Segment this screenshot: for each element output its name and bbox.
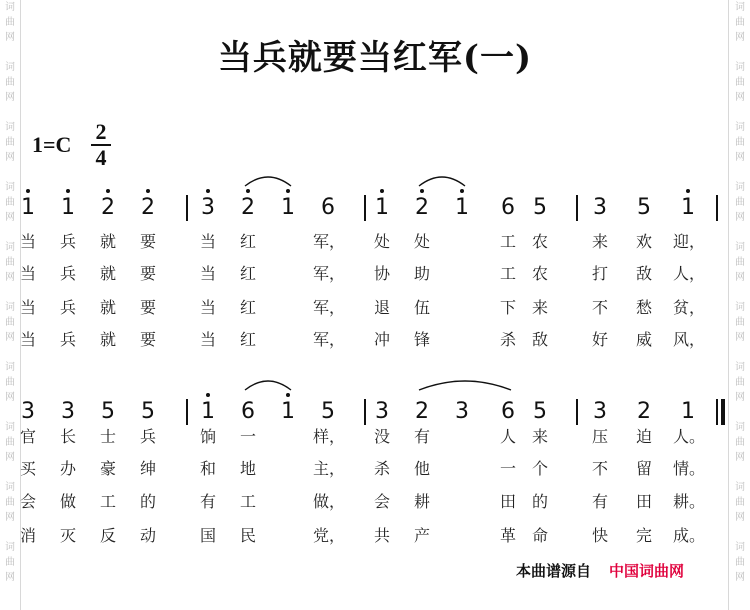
lyric-char: 不 <box>591 298 608 317</box>
lyric-char: 伍 <box>413 298 430 317</box>
lyric-char: 就 <box>99 330 116 349</box>
watermark-char: 词 <box>5 422 15 433</box>
note: 2 <box>241 195 255 220</box>
watermark-char: 网 <box>735 392 745 403</box>
watermark-char: 网 <box>735 572 745 583</box>
note: 2 <box>101 195 115 220</box>
lyric-char: 红 <box>239 330 256 349</box>
watermark-char: 曲 <box>5 257 15 268</box>
watermark-char: 词 <box>5 362 15 373</box>
watermark-char: 曲 <box>5 77 15 88</box>
lyric-char: 有 <box>199 492 216 511</box>
lyric-char: 迎， <box>673 232 706 251</box>
lyric-char: 饷 <box>199 427 216 446</box>
watermark-char: 网 <box>735 452 745 463</box>
barline <box>364 195 366 221</box>
watermark-char: 网 <box>5 32 15 43</box>
barline <box>716 195 718 221</box>
watermark-char: 曲 <box>5 437 15 448</box>
lyric-char: 当 <box>19 264 36 283</box>
lyric-char: 敌 <box>635 264 652 283</box>
note: 2 <box>415 195 429 220</box>
octave-dot <box>286 189 290 193</box>
note: 2 <box>141 195 155 220</box>
lyric-char: 完 <box>635 526 652 545</box>
lyric-char: 就 <box>99 232 116 251</box>
octave-dot <box>146 189 150 193</box>
lyric-char: 动 <box>139 526 156 545</box>
lyric-char: 会 <box>19 492 36 511</box>
note: 5 <box>533 399 547 424</box>
watermark-char: 曲 <box>5 197 15 208</box>
watermark-char: 曲 <box>735 377 745 388</box>
watermark-char: 词 <box>5 2 15 13</box>
watermark-char: 曲 <box>735 557 745 568</box>
barline <box>186 399 188 425</box>
watermark-char: 网 <box>5 92 15 103</box>
octave-dot <box>380 189 384 193</box>
watermark-char: 曲 <box>735 317 745 328</box>
lyric-char: 工 <box>499 232 516 251</box>
note: 1 <box>61 195 75 220</box>
lyric-char: 一 <box>499 459 516 478</box>
lyric-char: 来 <box>591 232 608 251</box>
lyric-char: 兵 <box>59 298 76 317</box>
note: 1 <box>681 195 695 220</box>
lyric-char: 当 <box>199 264 216 283</box>
lyric-char: 要 <box>139 298 156 317</box>
slur-arc <box>243 174 293 188</box>
lyric-char: 情。 <box>673 459 706 478</box>
lyric-char: 反 <box>99 526 116 545</box>
source-label: 本曲谱源自 <box>516 562 592 580</box>
watermark-char: 网 <box>5 272 15 283</box>
note: 3 <box>201 195 215 220</box>
octave-dot <box>420 189 424 193</box>
note: 1 <box>281 195 295 220</box>
octave-dot <box>246 189 250 193</box>
lyric-char: 成。 <box>673 526 706 545</box>
lyric-char: 打 <box>591 264 608 283</box>
lyric-char: 红 <box>239 298 256 317</box>
note: 3 <box>375 399 389 424</box>
watermark-char: 词 <box>5 122 15 133</box>
watermark-char: 网 <box>735 212 745 223</box>
watermark-char: 词 <box>5 542 15 553</box>
lyric-char: 共 <box>373 526 390 545</box>
lyric-char: 处 <box>413 232 430 251</box>
lyric-char: 愁 <box>635 298 652 317</box>
note: 3 <box>593 195 607 220</box>
lyric-char: 下 <box>499 298 516 317</box>
lyric-char: 没 <box>373 427 390 446</box>
note: 5 <box>637 195 651 220</box>
lyric-char: 兵 <box>139 427 156 446</box>
note: 6 <box>321 195 335 220</box>
watermark-char: 曲 <box>735 257 745 268</box>
lyric-char: 革 <box>499 526 516 545</box>
watermark-char: 词 <box>5 182 15 193</box>
lyric-char: 灭 <box>59 526 76 545</box>
time-signature-bottom: 4 <box>95 145 107 170</box>
watermark-char: 网 <box>735 92 745 103</box>
lyric-char: 长 <box>59 427 76 446</box>
watermark-char: 曲 <box>5 317 15 328</box>
lyric-char: 迫 <box>635 427 652 446</box>
note: 6 <box>501 399 515 424</box>
watermark-char: 词 <box>735 422 745 433</box>
note: 6 <box>501 195 515 220</box>
lyric-char: 当 <box>19 232 36 251</box>
watermark-char: 曲 <box>5 17 15 28</box>
watermark-char: 曲 <box>5 137 15 148</box>
final-barline-thick <box>721 399 725 425</box>
watermark-char: 网 <box>5 572 15 583</box>
lyric-char: 当 <box>19 330 36 349</box>
lyric-char: 个 <box>531 459 548 478</box>
lyric-char: 会 <box>373 492 390 511</box>
lyric-char: 做， <box>313 492 346 511</box>
octave-dot <box>460 189 464 193</box>
watermark-char: 曲 <box>735 17 745 28</box>
note: 5 <box>321 399 335 424</box>
lyric-char: 助 <box>413 264 430 283</box>
lyric-char: 党， <box>313 526 346 545</box>
lyric-char: 消 <box>19 526 36 545</box>
lyric-char: 兵 <box>59 232 76 251</box>
lyric-char: 的 <box>139 492 156 511</box>
lyric-char: 军， <box>313 232 346 251</box>
lyric-char: 民 <box>239 526 256 545</box>
lyric-char: 田 <box>635 492 652 511</box>
watermark-char: 词 <box>735 2 745 13</box>
slur-arc <box>243 378 293 392</box>
watermark-char: 词 <box>735 182 745 193</box>
lyric-char: 官 <box>19 427 36 446</box>
lyric-char: 工 <box>499 264 516 283</box>
barline <box>186 195 188 221</box>
note: 1 <box>281 399 295 424</box>
lyric-char: 人 <box>499 427 516 446</box>
lyric-char: 耕 <box>413 492 430 511</box>
lyric-char: 农 <box>531 264 548 283</box>
watermark-char: 词 <box>735 242 745 253</box>
time-signature-top: 2 <box>95 119 107 144</box>
watermark-char: 词 <box>5 242 15 253</box>
lyric-char: 豪 <box>99 459 116 478</box>
watermark-char: 网 <box>735 272 745 283</box>
barline <box>576 195 578 221</box>
lyric-char: 样， <box>313 427 346 446</box>
key-signature: 1=C <box>32 132 72 157</box>
watermark-char: 网 <box>735 152 745 163</box>
note: 1 <box>21 195 35 220</box>
lyric-char: 退 <box>373 298 390 317</box>
watermark-char: 词 <box>5 62 15 73</box>
lyric-char: 一 <box>239 427 256 446</box>
watermark-char: 网 <box>5 152 15 163</box>
lyric-char: 不 <box>591 459 608 478</box>
lyric-char: 兵 <box>59 330 76 349</box>
lyric-char: 田 <box>499 492 516 511</box>
note: 3 <box>593 399 607 424</box>
lyric-char: 来 <box>531 427 548 446</box>
watermark-char: 网 <box>735 512 745 523</box>
lyric-char: 有 <box>591 492 608 511</box>
lyric-char: 就 <box>99 264 116 283</box>
note: 5 <box>141 399 155 424</box>
lyric-char: 产 <box>413 526 430 545</box>
lyric-char: 人， <box>673 264 706 283</box>
lyric-char: 人。 <box>673 427 706 446</box>
lyric-char: 命 <box>531 526 548 545</box>
watermark-char: 网 <box>5 392 15 403</box>
lyric-char: 军， <box>313 298 346 317</box>
watermark-char: 词 <box>5 302 15 313</box>
lyric-char: 国 <box>199 526 216 545</box>
lyric-char: 地 <box>239 459 256 478</box>
lyric-char: 就 <box>99 298 116 317</box>
note: 3 <box>61 399 75 424</box>
watermark-char: 曲 <box>735 137 745 148</box>
barline <box>364 399 366 425</box>
lyric-char: 锋 <box>413 330 430 349</box>
watermark-char: 网 <box>5 512 15 523</box>
lyric-char: 兵 <box>59 264 76 283</box>
octave-dot <box>206 189 210 193</box>
watermark-char: 词 <box>735 542 745 553</box>
lyric-char: 贫， <box>673 298 706 317</box>
lyric-char: 来 <box>531 298 548 317</box>
lyric-char: 要 <box>139 264 156 283</box>
octave-dot <box>26 189 30 193</box>
watermark-char: 曲 <box>5 557 15 568</box>
slur-arc <box>417 378 513 392</box>
note: 6 <box>241 399 255 424</box>
lyric-char: 要 <box>139 330 156 349</box>
watermark-char: 曲 <box>735 197 745 208</box>
lyric-char: 风， <box>673 330 706 349</box>
octave-dot <box>286 393 290 397</box>
lyric-char: 红 <box>239 264 256 283</box>
source-credit <box>516 560 684 581</box>
lyric-char: 当 <box>199 298 216 317</box>
lyric-char: 他 <box>413 459 430 478</box>
watermark-char: 词 <box>735 122 745 133</box>
lyric-char: 军， <box>313 330 346 349</box>
lyric-char: 工 <box>99 492 116 511</box>
watermark-char: 词 <box>5 482 15 493</box>
lyric-char: 处 <box>373 232 390 251</box>
lyric-char: 快 <box>591 526 608 545</box>
watermark-char: 网 <box>5 452 15 463</box>
lyric-char: 有 <box>413 427 430 446</box>
slur-arc <box>417 174 467 188</box>
lyric-char: 冲 <box>373 330 390 349</box>
note: 1 <box>201 399 215 424</box>
lyric-char: 士 <box>99 427 116 446</box>
lyric-char: 做 <box>59 492 76 511</box>
watermark-char: 网 <box>735 32 745 43</box>
lyric-char: 当 <box>199 232 216 251</box>
watermark-char: 网 <box>5 332 15 343</box>
lyric-char: 杀 <box>499 330 516 349</box>
lyric-char: 敌 <box>531 330 548 349</box>
note: 2 <box>415 399 429 424</box>
watermark-char: 曲 <box>735 497 745 508</box>
source-site-link[interactable]: 中国词曲网 <box>609 562 685 580</box>
final-barline-thin <box>716 399 718 425</box>
note: 5 <box>533 195 547 220</box>
watermark-char: 词 <box>735 62 745 73</box>
watermark-char: 网 <box>5 212 15 223</box>
lyric-char: 主， <box>313 459 346 478</box>
song-title: 当兵就要当红军(一) <box>217 38 533 78</box>
lyric-char: 和 <box>199 459 216 478</box>
lyric-char: 好 <box>591 330 608 349</box>
lyric-char: 办 <box>59 459 76 478</box>
lyric-char: 要 <box>139 232 156 251</box>
lyric-char: 欢 <box>635 232 652 251</box>
lyric-char: 的 <box>531 492 548 511</box>
lyric-char: 留 <box>635 459 652 478</box>
octave-dot <box>686 189 690 193</box>
lyric-char: 买 <box>19 459 36 478</box>
lyric-char: 军， <box>313 264 346 283</box>
octave-dot <box>66 189 70 193</box>
watermark-char: 词 <box>735 482 745 493</box>
watermark-char: 曲 <box>5 377 15 388</box>
note: 1 <box>681 399 695 424</box>
watermark-char: 曲 <box>735 77 745 88</box>
lyric-char: 耕。 <box>673 492 706 511</box>
lyric-char: 杀 <box>373 459 390 478</box>
lyric-char: 工 <box>239 492 256 511</box>
lyric-char: 压 <box>591 427 608 446</box>
lyric-char: 绅 <box>139 459 156 478</box>
note: 1 <box>375 195 389 220</box>
lyric-char: 农 <box>531 232 548 251</box>
lyric-char: 当 <box>19 298 36 317</box>
watermark-char: 曲 <box>5 497 15 508</box>
note: 5 <box>101 399 115 424</box>
watermark-char: 曲 <box>735 437 745 448</box>
watermark-char: 词 <box>735 302 745 313</box>
watermark-char: 词 <box>735 362 745 373</box>
lyric-char: 威 <box>635 330 652 349</box>
note: 2 <box>637 399 651 424</box>
watermark-char: 网 <box>735 332 745 343</box>
lyric-char: 协 <box>373 264 390 283</box>
octave-dot <box>106 189 110 193</box>
note: 1 <box>455 195 469 220</box>
barline <box>576 399 578 425</box>
note: 3 <box>21 399 35 424</box>
lyric-char: 当 <box>199 330 216 349</box>
octave-dot <box>206 393 210 397</box>
lyric-char: 红 <box>239 232 256 251</box>
note: 3 <box>455 399 469 424</box>
